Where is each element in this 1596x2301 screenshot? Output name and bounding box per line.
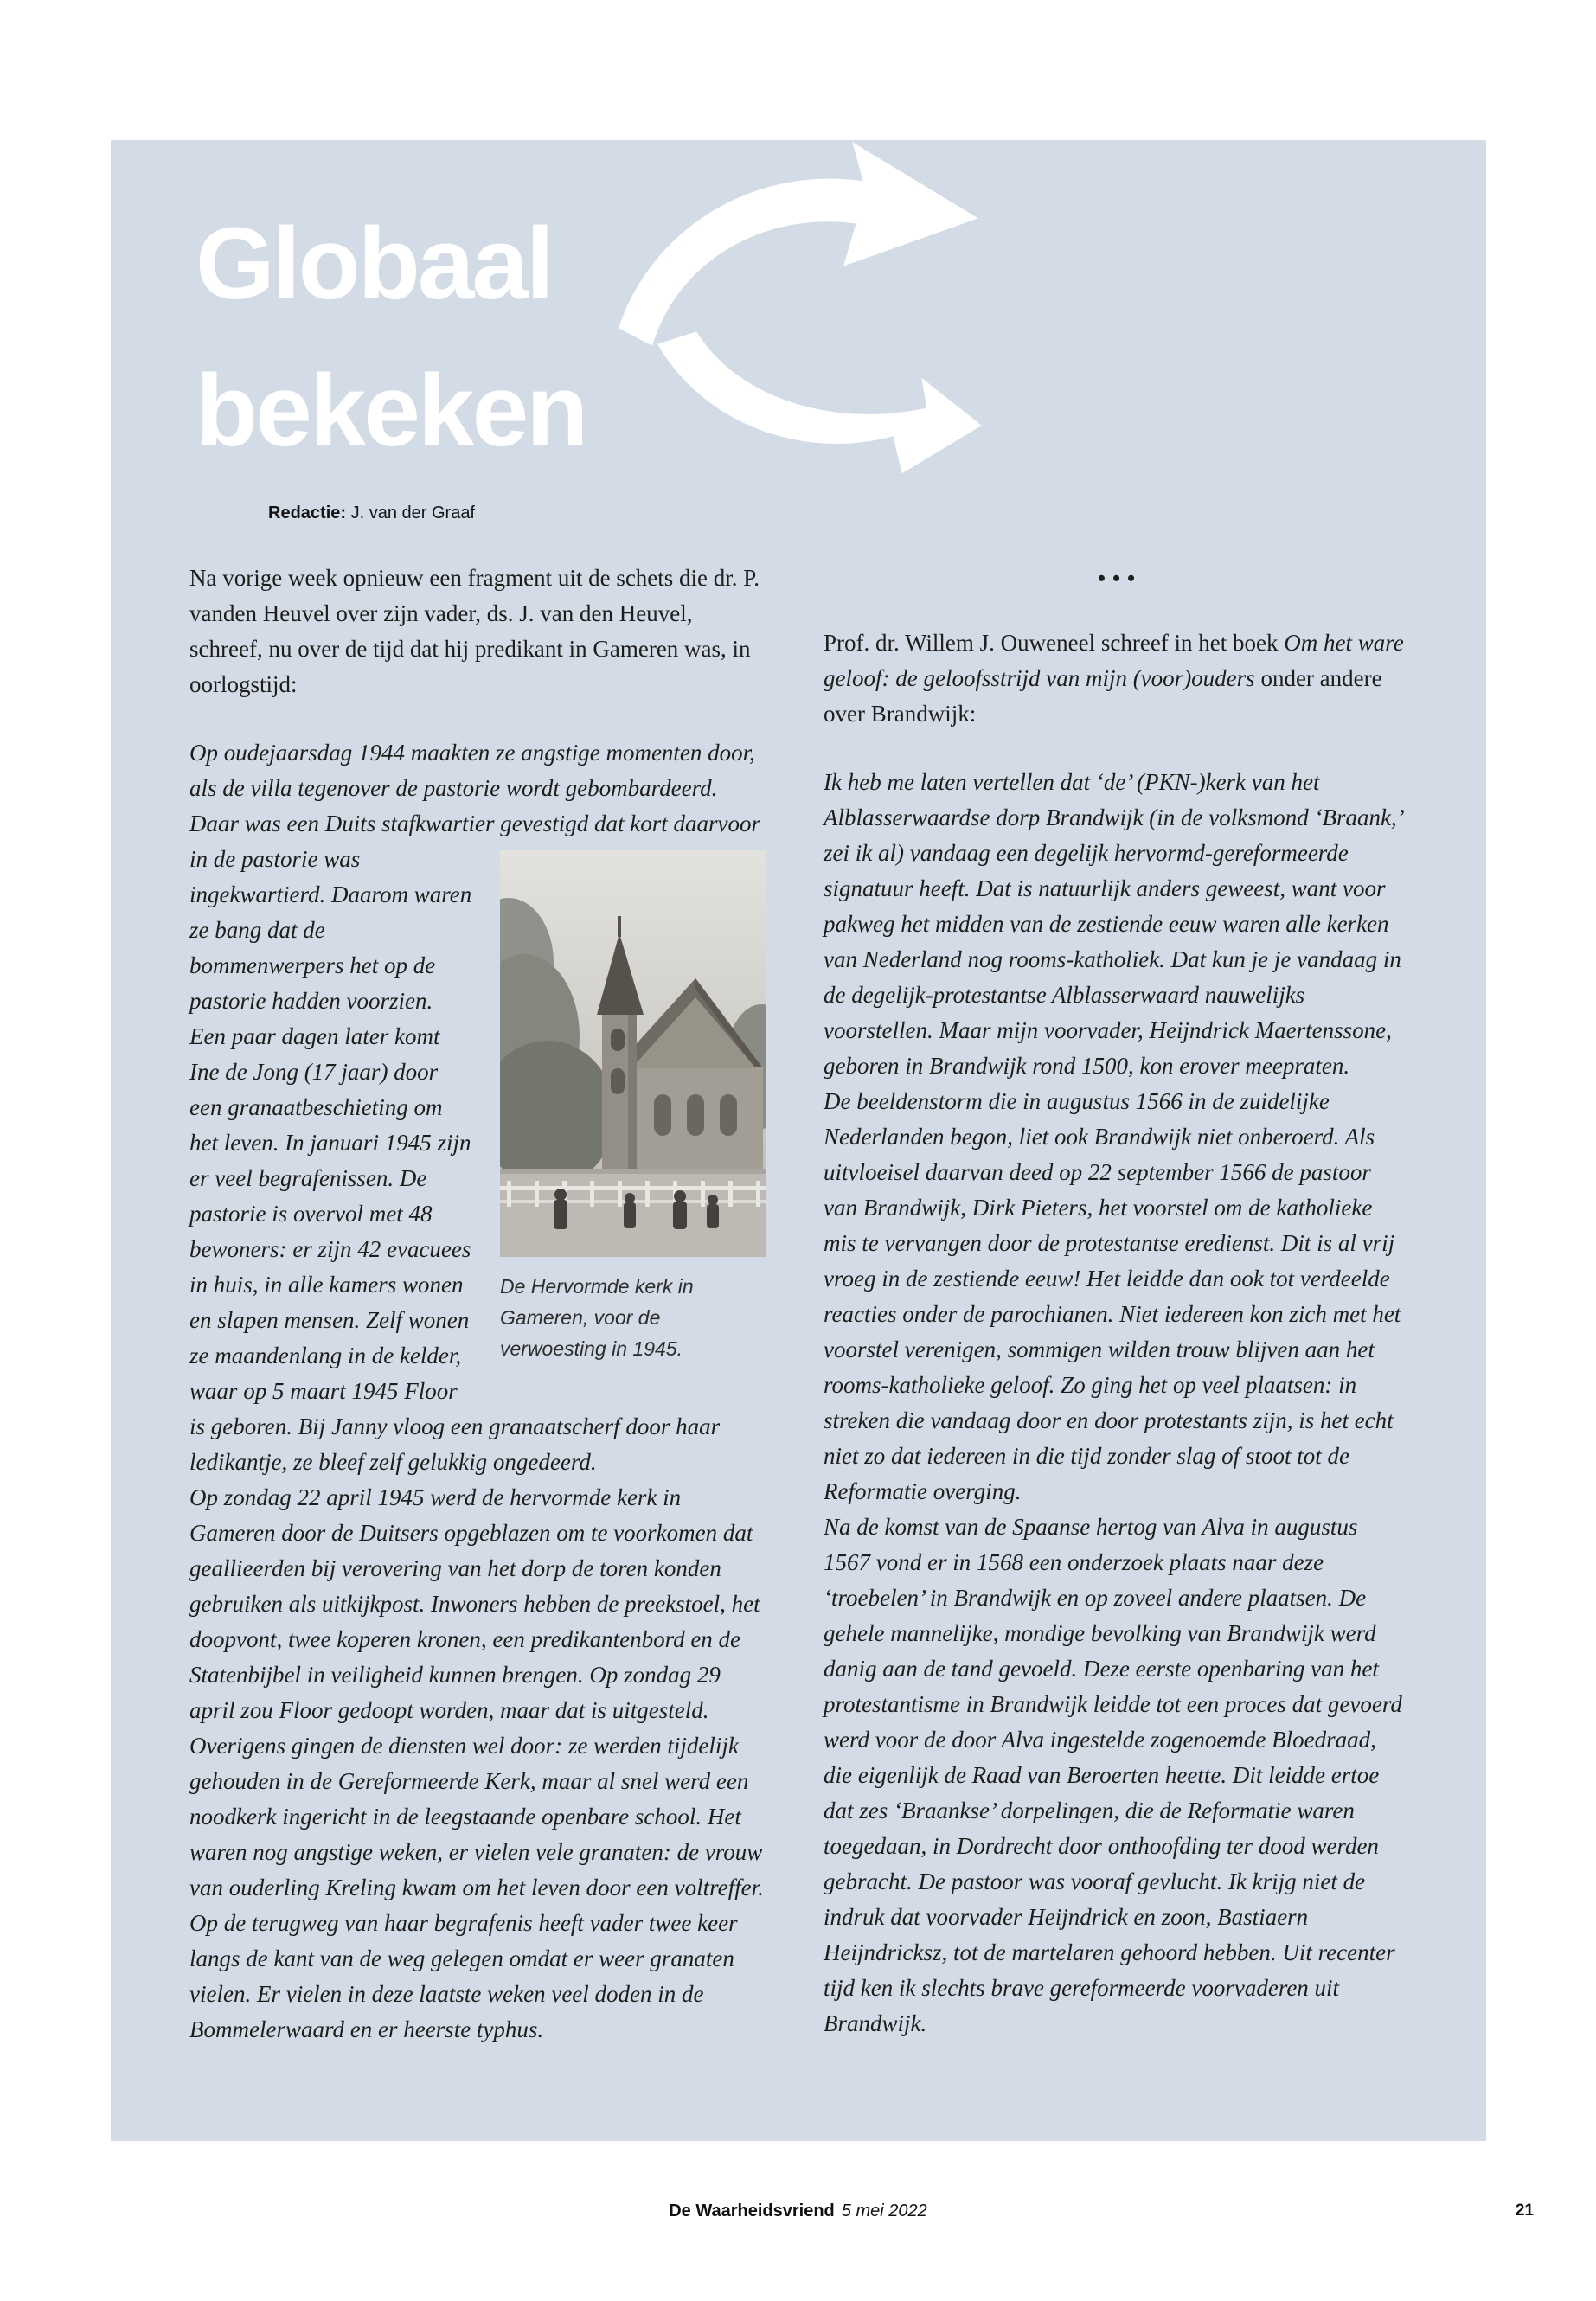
right-intro-paragraph xyxy=(824,625,1409,732)
page-title-line1: Globaal xyxy=(195,207,552,321)
right-quote-block xyxy=(824,765,1409,2041)
quote-paragraph: Ik heb me laten vertellen dat ‘de’ (PKN-)kerk van het Alblasserwaardse dorp Brandwijk (in de volksmond ‘Braank,’ zei ik al) vandaag een degelijk hervormd-gereformeerde signatuur heeft. Dat is natuurlijk anders geweest, want voor pakweg het midden van de zestiende eeuw waren alle kerken van Nederland nog rooms-katholiek. Dat kun je je vandaag in de degelijk-protestantse Alblasserwaard nauwelijks voorstellen. Maar mijn voorvader, Heijndrick Maertenssone, geboren in Brandwijk rond 1500, kon erover meepraten. xyxy=(824,769,1402,1079)
page-number: 21 xyxy=(1515,2202,1534,2220)
footer-magazine-line xyxy=(0,2202,1596,2221)
quote-text-after-photo: kort daarvoor in de pastorie was ingekwartierd. Daarom waren ze bang dat de bommenwerpers het op de pastorie hadden voorzien. Een paar dagen later komt Ine de Jong (17 jaar) door een granaatbeschieting om het leven. In januari 1945 zijn er veel begrafenissen. De pastorie is overvol met 48 bewoners: er zijn 42 evacuees in huis, in alle kamers wonen en slapen mensen. Zelf wonen ze maandenlang in de kelder, waar op 5 maart 1945 Floor is geboren. Bij Janny vloog een granaatscherf door haar ledikantje, ze bleef zelf gelukkig ongedeerd. xyxy=(189,811,760,1475)
page-title-line2: bekeken xyxy=(195,354,586,468)
redactie-line xyxy=(268,503,475,523)
left-intro-paragraph: Na vorige week opnieuw een fragment uit de schets die dr. P. vanden Heuvel over zijn vader, ds. J. van den Heuvel, schreef, nu over de tijd dat hij predikant in Gameren was, in oorlogstijd: xyxy=(189,565,760,697)
intro-text: Prof. dr. Willem J. Ouweneel schreef in het boek xyxy=(824,630,1285,656)
redactie-label: Redactie: xyxy=(268,503,347,522)
quote-paragraph: Na de komst van de Spaanse hertog van Alva in augustus 1567 vond er in 1568 een onderzoek plaats naar deze ‘troebelen’ in Brandwijk en op zoveel andere plaatsen. De gehele mannelijke, mondige bevolking van Brandwijk werd danig aan de tand gevoeld. Deze eerste openbaring van het protestantisme in Brandwijk leidde tot een proces dat gevoerd werd voor de door Alva ingestelde zogenoemde Bloedraad, die eigenlijk de Raad van Beroerten heette. Dit leidde ertoe dat zes ‘Braankse’ dorpelingen, die de Reformatie waren toegedaan, in Dordrecht door onthoofding ter dood werden gebracht. De pastoor was vooraf gevlucht. Ik krijg niet de indruk dat voorvader Heijndrick en zoon, Bastiaern Heijndricksz, tot de martelaren gehoord hebben. Uit recenter tijd ken ik slechts brave gereformeerde voorvaderen uit Brandwijk. xyxy=(824,1514,1402,2036)
left-column xyxy=(189,561,766,2048)
article-columns xyxy=(189,561,1409,2048)
page-footer xyxy=(0,2202,1596,2221)
quote-paragraph xyxy=(189,735,766,1480)
section-separator-dots: ••• xyxy=(1097,566,1143,591)
quote-text-before-photo: Op oudejaarsdag 1944 maakten ze angstige momenten door, als de villa tegenover de pastorie wordt gebombardeerd. Daar was een Duits stafkwartier gevestigd dat xyxy=(189,740,755,836)
quote-paragraph: Op zondag 22 april 1945 werd de hervormde kerk in Gameren door de Duitsers opgeblazen om te voorkomen dat geallieerden bij verovering van het dorp de toren konden gebruiken als uitkijkpost. Inwoners hebben de preekstoel, het doopvont, twee koperen kronen, een predikantenbord en de Statenbijbel in veiligheid kunnen brengen. Op zondag 29 april zou Floor gedoopt worden, maar dat is uitgesteld. Overigens gingen de diensten wel door: ze werden tijdelijk gehouden in de Gereformeerde Kerk, maar al snel werd een noodkerk ingericht in de leegstaande openbare school. Het waren nog angstige weken, er vielen vele granaten: de vrouw van ouderling Kreling kwam om het leven door een voltreffer. Op de terugweg van haar begrafenis heeft vader twee keer langs de kant van de weg gelegen omdat er weer granaten vielen. Er vielen in deze laatste weken veel doden in de Bommelerwaard en er heerste typhus. xyxy=(189,1484,764,2042)
church-photo-figure xyxy=(500,850,766,1364)
content-panel xyxy=(111,140,1486,2141)
swoosh-arrows-icon xyxy=(617,135,989,498)
photo-caption: De Hervormde kerk in Gameren, voor de verwoesting in 1945. xyxy=(500,1275,694,1360)
right-column xyxy=(824,561,1409,2048)
quote-paragraph: De beeldenstorm die in augustus 1566 in de zuidelijke Nederlanden begon, liet ook Brandwijk niet onberoerd. Als uitvloeisel daarvan deed op 22 september 1566 de pastoor van Brandwijk, Dirk Pieters, het voorstel om de katholieke mis te vervangen door de protestantse eredienst. Dit is al vrij vroeg in de zestiende eeuw! Het leidde dan ook tot verdeelde reacties onder de parochianen. Niet iedereen kon zich met het voorstel verenigen, sommigen wilden trouw blijven aan het rooms-katholieke geloof. Zo ging het op veel plaatsen: in streken die vandaag door en door protestants zijn, is het echt niet zo dat iedereen in die tijd zonder slag of stoot tot de Reformatie overging. xyxy=(824,1088,1401,1504)
left-quote-block xyxy=(189,735,766,2048)
intro-text: onder andere over Brandwijk: xyxy=(824,665,1382,727)
book-title: Om het ware geloof: de geloofsstrijd van mijn (voor)ouders xyxy=(824,630,1404,691)
page-title xyxy=(195,190,586,484)
redactie-name: J. van der Graaf xyxy=(350,503,475,522)
magazine-name: De Waarheidsvriend xyxy=(669,2202,835,2221)
church-photo xyxy=(500,850,766,1257)
issue-date: 5 mei 2022 xyxy=(841,2202,927,2221)
